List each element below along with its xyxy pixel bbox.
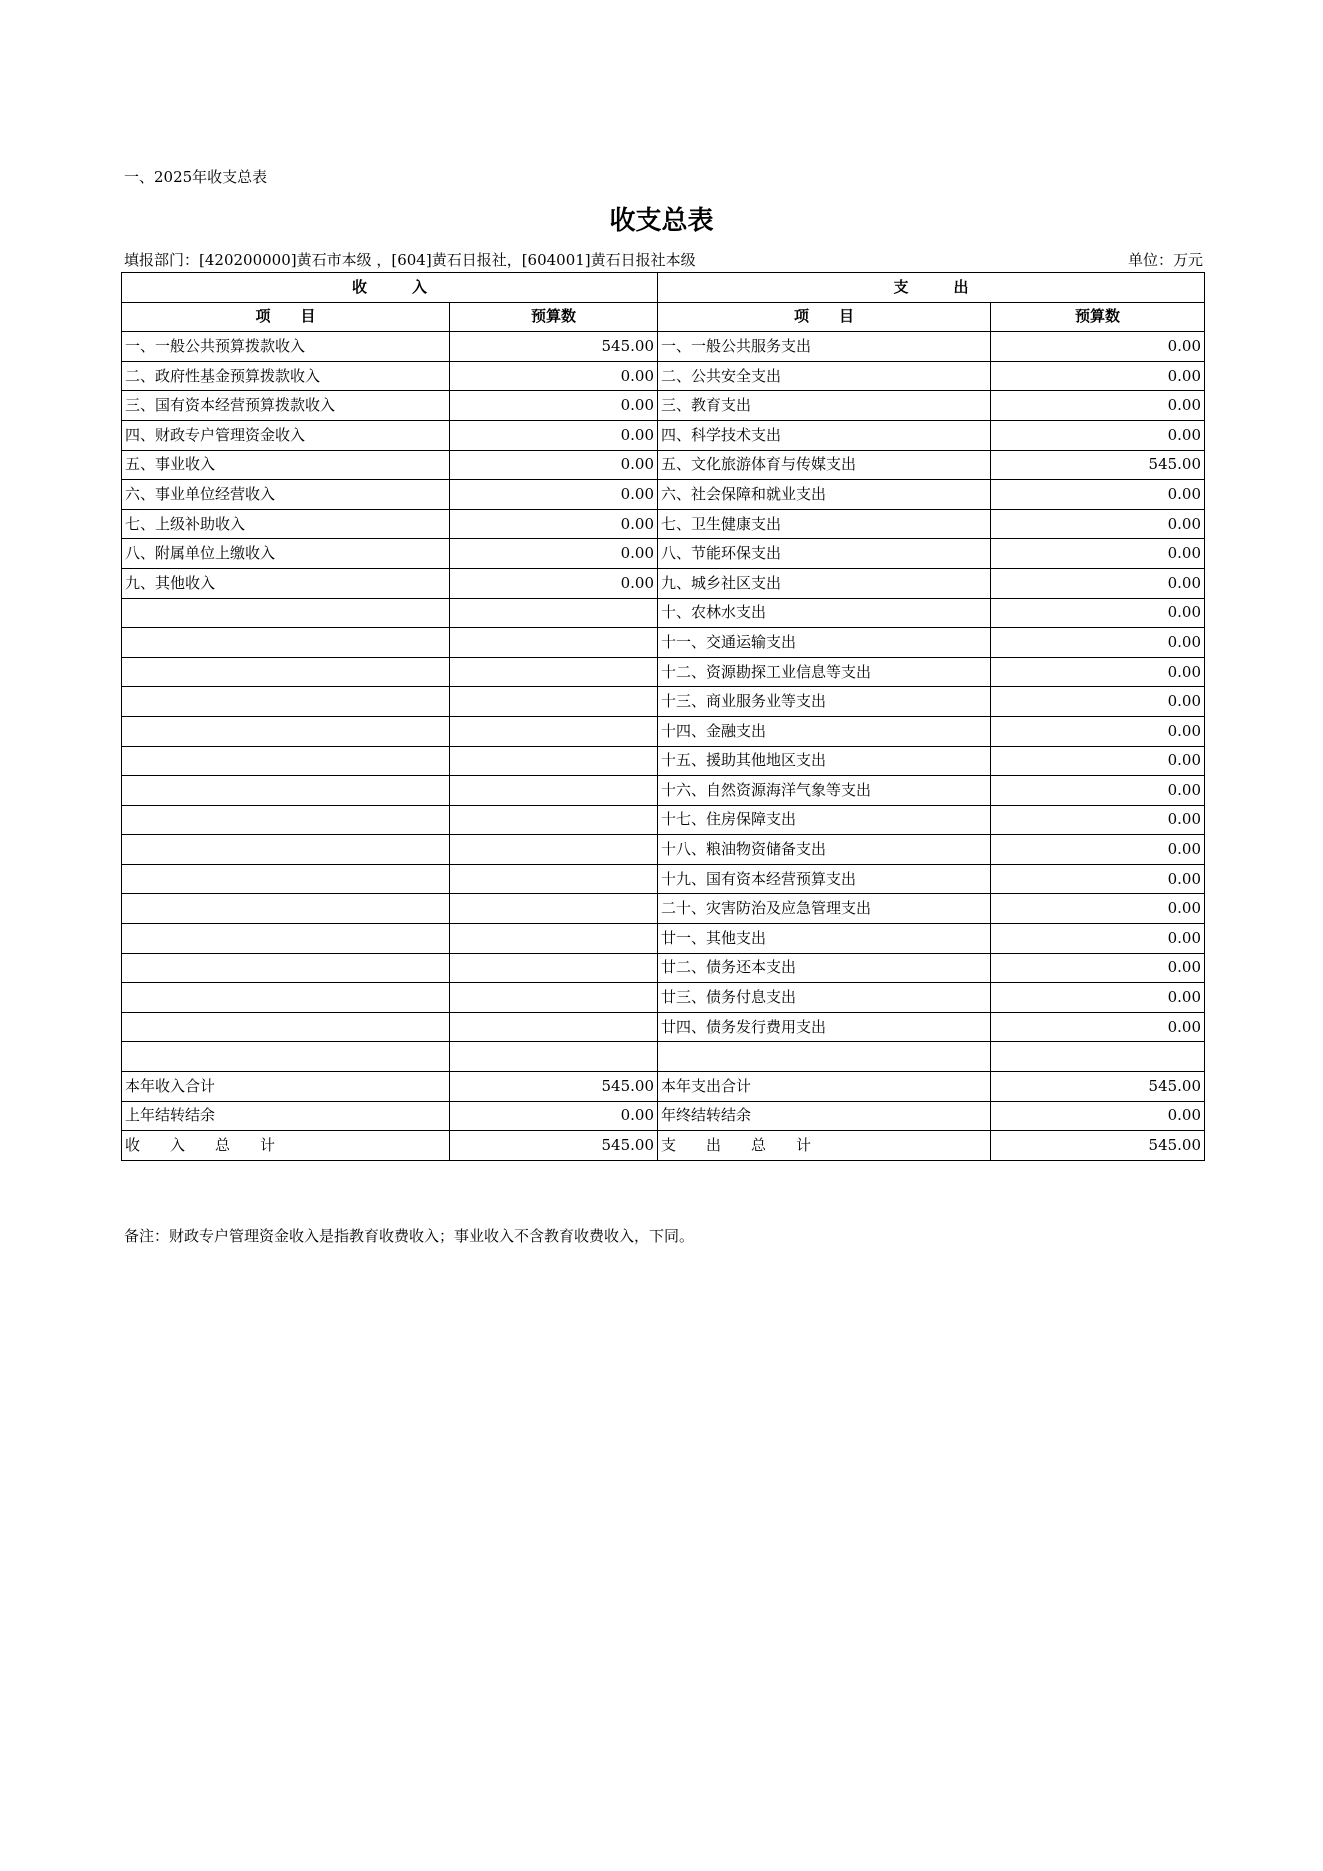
expense-item-cell: 二、公共安全支出 <box>658 361 991 391</box>
expense-item-cell: 年终结转结余 <box>658 1101 991 1131</box>
expense-amount-cell: 0.00 <box>991 361 1205 391</box>
expense-item-cell: 廿四、债务发行费用支出 <box>658 1012 991 1042</box>
income-item-cell <box>122 628 450 658</box>
expense-amount-cell: 0.00 <box>991 835 1205 865</box>
income-amount-cell: 0.00 <box>450 539 658 569</box>
expense-item-cell: 廿二、债务还本支出 <box>658 953 991 983</box>
expense-item-cell: 三、教育支出 <box>658 391 991 421</box>
income-amount-cell <box>450 864 658 894</box>
expense-amount-cell: 0.00 <box>991 657 1205 687</box>
income-item-header: 项 目 <box>122 302 450 332</box>
expense-amount-cell: 0.00 <box>991 864 1205 894</box>
expense-item-header: 项 目 <box>658 302 991 332</box>
table-row <box>122 1131 1205 1161</box>
unit-label: 单位：万元 <box>1127 251 1203 269</box>
expense-item-cell: 十八、粮油物资储备支出 <box>658 835 991 865</box>
expense-item-cell: 八、节能环保支出 <box>658 539 991 569</box>
table-row <box>122 628 1205 658</box>
income-amount-cell: 0.00 <box>450 420 658 450</box>
income-item-cell <box>122 864 450 894</box>
income-amount-cell <box>450 687 658 717</box>
income-amount-cell: 0.00 <box>450 509 658 539</box>
table-row <box>122 983 1205 1013</box>
table-body <box>122 273 1205 1161</box>
table-row <box>122 924 1205 954</box>
expense-amount-cell: 0.00 <box>991 805 1205 835</box>
expense-amount-cell: 0.00 <box>991 598 1205 628</box>
income-amount-cell: 0.00 <box>450 480 658 510</box>
income-item-cell: 九、其他收入 <box>122 568 450 598</box>
income-item-cell: 三、国有资本经营预算拨款收入 <box>122 391 450 421</box>
income-item-cell <box>122 835 450 865</box>
income-amount-cell: 0.00 <box>450 568 658 598</box>
income-item-cell <box>122 687 450 717</box>
expense-item-cell: 十六、自然资源海洋气象等支出 <box>658 776 991 806</box>
expense-amount-cell: 545.00 <box>991 1131 1205 1161</box>
table-row <box>122 598 1205 628</box>
table-row <box>122 1072 1205 1102</box>
table-row <box>122 746 1205 776</box>
expense-amount-cell: 0.00 <box>991 1101 1205 1131</box>
expense-amount-cell: 0.00 <box>991 539 1205 569</box>
expense-item-cell: 五、文化旅游体育与传媒支出 <box>658 450 991 480</box>
expense-amount-cell: 0.00 <box>991 1012 1205 1042</box>
income-item-cell: 六、事业单位经营收入 <box>122 480 450 510</box>
expense-group-header: 支 出 <box>658 273 1205 303</box>
income-item-cell: 上年结转结余 <box>122 1101 450 1131</box>
income-item-cell <box>122 657 450 687</box>
expense-amount-header: 预算数 <box>991 302 1205 332</box>
income-item-cell <box>122 716 450 746</box>
income-amount-cell <box>450 746 658 776</box>
income-group-header: 收 入 <box>122 273 658 303</box>
income-item-cell <box>122 1042 450 1072</box>
expense-item-cell: 二十、灾害防治及应急管理支出 <box>658 894 991 924</box>
expense-amount-cell: 0.00 <box>991 924 1205 954</box>
page-title: 收支总表 <box>609 206 714 236</box>
expense-amount-cell: 0.00 <box>991 420 1205 450</box>
income-amount-cell <box>450 894 658 924</box>
table-row <box>122 361 1205 391</box>
table-row <box>122 480 1205 510</box>
expense-amount-cell: 0.00 <box>991 746 1205 776</box>
income-amount-cell: 0.00 <box>450 391 658 421</box>
expense-amount-cell: 545.00 <box>991 1072 1205 1102</box>
table-row <box>122 391 1205 421</box>
income-item-cell <box>122 924 450 954</box>
income-amount-cell: 545.00 <box>450 1072 658 1102</box>
expense-item-cell: 十九、国有资本经营预算支出 <box>658 864 991 894</box>
table-row <box>122 1042 1205 1072</box>
table-row <box>122 568 1205 598</box>
expense-amount-cell: 545.00 <box>991 450 1205 480</box>
income-item-cell <box>122 983 450 1013</box>
expense-amount-cell <box>991 1042 1205 1072</box>
budget-table <box>121 272 1205 1161</box>
table-row <box>122 450 1205 480</box>
department-label: 填报部门：[420200000]黄石市本级 ，[604]黄石日报社，[604001]黄石日报社本级 <box>124 251 696 269</box>
section-heading: 一、2025年收支总表 <box>124 168 268 186</box>
table-row <box>122 509 1205 539</box>
expense-amount-cell: 0.00 <box>991 716 1205 746</box>
expense-item-cell: 廿三、债务付息支出 <box>658 983 991 1013</box>
expense-item-cell: 十七、住房保障支出 <box>658 805 991 835</box>
expense-item-cell: 四、科学技术支出 <box>658 420 991 450</box>
expense-item-cell <box>658 1042 991 1072</box>
table-row <box>122 1012 1205 1042</box>
income-amount-cell <box>450 983 658 1013</box>
expense-amount-cell: 0.00 <box>991 509 1205 539</box>
expense-item-cell: 十一、交通运输支出 <box>658 628 991 658</box>
income-amount-cell <box>450 1012 658 1042</box>
income-item-cell: 收 入 总 计 <box>122 1131 450 1161</box>
income-item-cell: 五、事业收入 <box>122 450 450 480</box>
expense-item-cell: 一、一般公共服务支出 <box>658 332 991 362</box>
table-row <box>122 953 1205 983</box>
expense-amount-cell: 0.00 <box>991 332 1205 362</box>
income-item-cell <box>122 746 450 776</box>
income-amount-cell: 545.00 <box>450 332 658 362</box>
income-amount-cell <box>450 598 658 628</box>
income-item-cell: 七、上级补助收入 <box>122 509 450 539</box>
income-item-cell: 八、附属单位上缴收入 <box>122 539 450 569</box>
expense-amount-cell: 0.00 <box>991 568 1205 598</box>
expense-amount-cell: 0.00 <box>991 894 1205 924</box>
expense-amount-cell: 0.00 <box>991 983 1205 1013</box>
income-item-cell: 四、财政专户管理资金收入 <box>122 420 450 450</box>
income-item-cell <box>122 598 450 628</box>
income-amount-cell <box>450 628 658 658</box>
income-item-cell: 一、一般公共预算拨款收入 <box>122 332 450 362</box>
income-amount-cell <box>450 924 658 954</box>
income-amount-cell <box>450 835 658 865</box>
income-amount-cell: 0.00 <box>450 450 658 480</box>
group-header-row <box>122 273 1205 303</box>
table-row <box>122 539 1205 569</box>
table-row <box>122 864 1205 894</box>
table-row <box>122 332 1205 362</box>
expense-item-cell: 六、社会保障和就业支出 <box>658 480 991 510</box>
table-row <box>122 420 1205 450</box>
table-row <box>122 687 1205 717</box>
expense-amount-cell: 0.00 <box>991 391 1205 421</box>
table-row <box>122 894 1205 924</box>
expense-item-cell: 廿一、其他支出 <box>658 924 991 954</box>
income-amount-cell: 0.00 <box>450 1101 658 1131</box>
income-amount-cell: 0.00 <box>450 361 658 391</box>
income-amount-cell <box>450 805 658 835</box>
income-amount-cell <box>450 953 658 983</box>
expense-amount-cell: 0.00 <box>991 776 1205 806</box>
expense-amount-cell: 0.00 <box>991 628 1205 658</box>
table-row <box>122 716 1205 746</box>
expense-amount-cell: 0.00 <box>991 480 1205 510</box>
table-row <box>122 835 1205 865</box>
expense-item-cell: 九、城乡社区支出 <box>658 568 991 598</box>
income-amount-cell <box>450 657 658 687</box>
expense-item-cell: 本年支出合计 <box>658 1072 991 1102</box>
column-header-row <box>122 302 1205 332</box>
expense-item-cell: 十五、援助其他地区支出 <box>658 746 991 776</box>
table-row <box>122 1101 1205 1131</box>
income-amount-cell <box>450 776 658 806</box>
expense-amount-cell: 0.00 <box>991 953 1205 983</box>
income-item-cell <box>122 1012 450 1042</box>
income-amount-cell <box>450 1042 658 1072</box>
income-amount-cell <box>450 716 658 746</box>
expense-item-cell: 支 出 总 计 <box>658 1131 991 1161</box>
income-amount-header: 预算数 <box>450 302 658 332</box>
table-row <box>122 657 1205 687</box>
income-item-cell: 二、政府性基金预算拨款收入 <box>122 361 450 391</box>
expense-item-cell: 十四、金融支出 <box>658 716 991 746</box>
footnote: 备注：财政专户管理资金收入是指教育收费收入；事业收入不含教育收费收入，下同。 <box>124 1227 695 1245</box>
expense-amount-cell: 0.00 <box>991 687 1205 717</box>
income-item-cell <box>122 805 450 835</box>
income-amount-cell: 545.00 <box>450 1131 658 1161</box>
income-item-cell <box>122 953 450 983</box>
income-item-cell: 本年收入合计 <box>122 1072 450 1102</box>
expense-item-cell: 十、农林水支出 <box>658 598 991 628</box>
income-item-cell <box>122 776 450 806</box>
income-item-cell <box>122 894 450 924</box>
table-row <box>122 776 1205 806</box>
table-row <box>122 805 1205 835</box>
expense-item-cell: 七、卫生健康支出 <box>658 509 991 539</box>
expense-item-cell: 十二、资源勘探工业信息等支出 <box>658 657 991 687</box>
expense-item-cell: 十三、商业服务业等支出 <box>658 687 991 717</box>
